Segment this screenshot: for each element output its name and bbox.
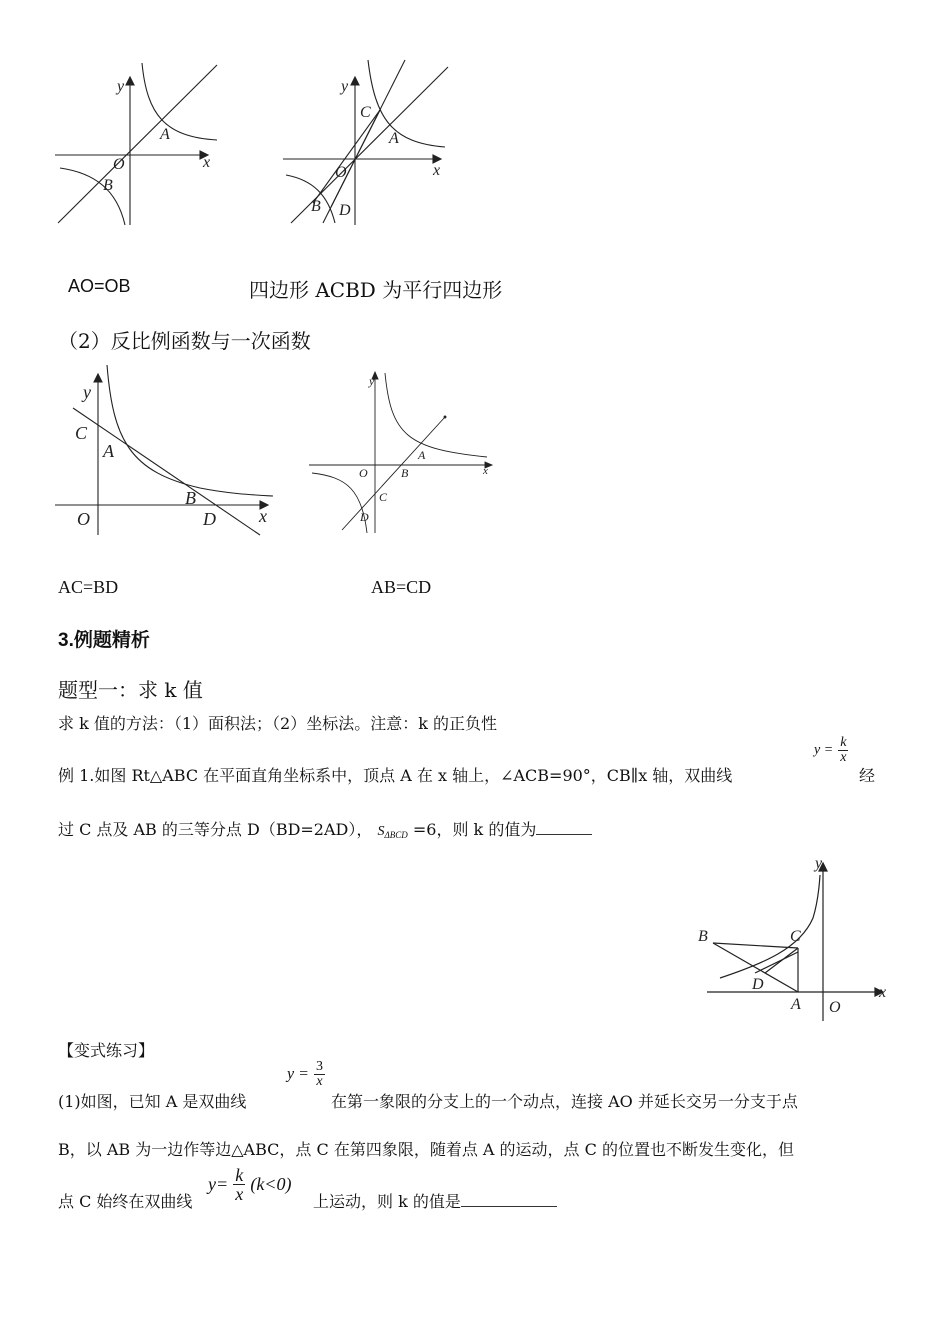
formula-denominator: x (840, 750, 847, 765)
practice-1-text-a: (1)如图，已知 A 是双曲线 (58, 1092, 247, 1111)
fig5-point-d: D (752, 976, 764, 993)
fig1-point-b: B (103, 177, 113, 194)
fig2-y-label: y (341, 78, 349, 95)
practice-1-text-d (313, 1189, 557, 1212)
formula1-fraction (314, 1060, 325, 1089)
fig2-point-c: C (360, 104, 371, 121)
formula1-numerator: 3 (316, 1059, 323, 1074)
formula-fraction (838, 736, 848, 765)
question-type-1: 题型一：求 k 值 (58, 678, 203, 702)
fig3-origin-label: O (77, 509, 90, 529)
practice-1-line-2: B，以 AB 为一边作等边△ABC，点 C 在第四象限，随着点 A 的运动，点 C 的位置也不断发生变化，但 (58, 1140, 794, 1159)
answer-blank-2[interactable] (461, 1192, 557, 1207)
fig3-x-label: x (259, 506, 267, 526)
fig4-point-c: C (379, 490, 388, 504)
fig5-point-b: B (698, 928, 708, 945)
practice-1-text-b: 在第一象限的分支上的一个动点，连接 AO 并延长交另一分支于点 (331, 1092, 798, 1111)
caption-ao-ob: AO=OB (68, 276, 131, 296)
section-2-heading: （2）反比例函数与一次函数 (58, 329, 311, 353)
figure-hyperbola-line-symmetric (55, 55, 225, 235)
formula2-fraction (233, 1166, 245, 1203)
answer-blank-1[interactable] (536, 820, 592, 835)
formula2-numerator: k (235, 1165, 244, 1185)
figure-ac-equals-bd (55, 360, 285, 540)
fig4-x-label: x (483, 465, 488, 477)
formula-lhs: y = (814, 742, 834, 758)
formula1-lhs: y = (287, 1065, 309, 1083)
fig2-point-b: B (311, 198, 321, 215)
fig1-origin-label: O (113, 156, 125, 173)
fig1-point-a: A (160, 126, 170, 143)
k-value-method: 求 k 值的方法：（1）面积法；（2）坐标法。注意：k 的正负性 (58, 714, 498, 733)
practice-1-text-c: 点 C 始终在双曲线 (58, 1192, 193, 1211)
fig3-point-b: B (185, 488, 196, 508)
area-symbol: S (377, 824, 385, 839)
fig1-y-label: y (117, 78, 125, 95)
fig5-x-label: x (879, 984, 887, 1001)
example-1-hyperbola-formula (814, 736, 848, 765)
fig3-point-a: A (103, 441, 114, 461)
area-subscript: ΔBCD (384, 830, 408, 840)
fig5-y-label: y (815, 855, 823, 872)
formula1-denominator: x (314, 1074, 325, 1089)
example-1-text-a: 例 1.如图 Rt△ABC 在平面直角坐标系中，顶点 A 在 x 轴上，∠ACB=90°，CB∥x 轴，双曲线 (58, 766, 733, 785)
figure-example-1 (695, 853, 895, 1023)
fig4-point-d: D (360, 510, 369, 524)
example-1-line-2 (58, 817, 592, 840)
fig4-y-label: y (369, 374, 375, 388)
fig2-point-d: D (339, 202, 351, 219)
practice-1-formula-1 (287, 1060, 325, 1089)
fig2-x-label: x (433, 162, 441, 179)
example-1-line-1 (58, 763, 732, 786)
fig3-point-d: D (203, 509, 216, 529)
fig4-point-b: B (401, 466, 409, 480)
caption-ac-bd: AC=BD (58, 577, 119, 597)
fig2-point-a: A (389, 130, 399, 147)
example-1-text-end: 经 (859, 766, 876, 785)
example-1-text-c: =6，则 k 的值为 (412, 820, 537, 839)
practice-1-text-d-inner: 上运动，则 k 的值是 (313, 1192, 461, 1211)
section-3-heading: 3.例题精析 (58, 630, 150, 651)
practice-heading: 【变式练习】 (58, 1041, 155, 1060)
figure-ab-equals-cd (307, 365, 507, 535)
fig5-point-a: A (791, 996, 801, 1013)
fig2-origin-label: O (335, 164, 347, 181)
caption-parallelogram: 四边形 ACBD 为平行四边形 (249, 278, 503, 302)
fig4-point-a: A (418, 448, 426, 462)
formula2-lhs: y= (208, 1174, 229, 1194)
fig5-origin-label: O (829, 999, 841, 1016)
fig3-y-label: y (83, 382, 91, 402)
formula-numerator: k (840, 735, 847, 750)
fig5-point-c: C (790, 928, 801, 945)
example-1-text-b: 过 C 点及 AB 的三等分点 D（BD=2AD）， (58, 820, 373, 839)
practice-1-formula-2 (208, 1166, 291, 1203)
fig1-x-label: x (203, 154, 211, 171)
figure-parallelogram-acbd (283, 55, 458, 230)
fig4-origin-label: O (359, 466, 368, 480)
formula2-denominator: x (235, 1184, 244, 1204)
caption-ab-cd: AB=CD (371, 577, 432, 597)
fig3-point-c: C (75, 423, 88, 443)
formula2-condition: (k<0) (250, 1174, 292, 1194)
